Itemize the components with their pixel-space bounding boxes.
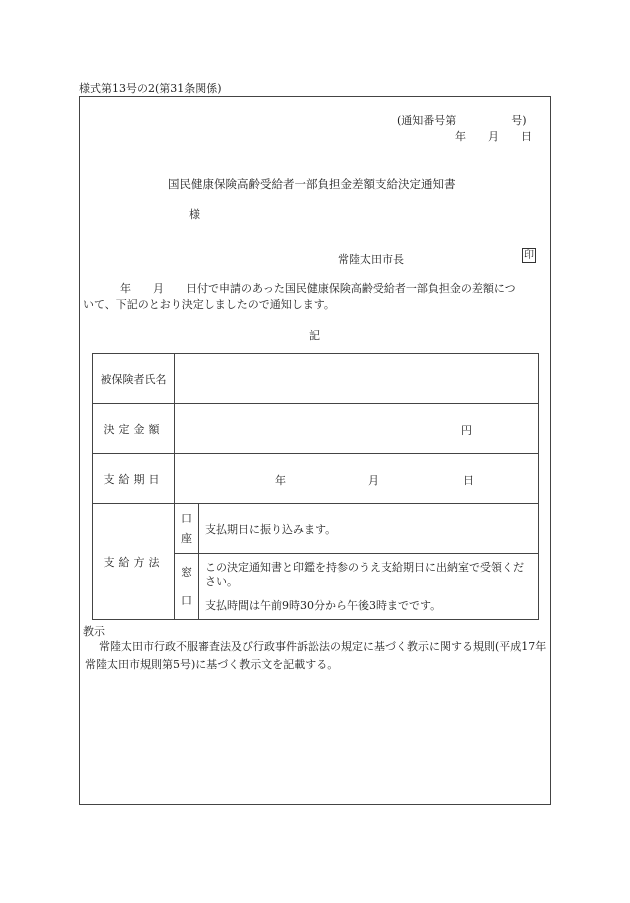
account-label-2: 座 [181,531,192,545]
insured-name-label: 被保険者氏名 [93,354,175,404]
notice-number: (通知番号第 号) [397,114,527,127]
account-label-1: 口 [181,511,192,525]
payment-method-label: 支給方法 [93,504,175,620]
decision-amount-label: 決定金額 [93,404,175,454]
window-hours: 支払時間は午前9時30分から午後3時までです。 [205,598,442,612]
date-line: 年 月 日 [455,130,532,143]
day-unit: 日 [463,474,474,487]
detail-table [92,353,539,620]
document-title: 国民健康保険高齢受給者一部負担金差額支給決定通知書 [168,177,456,191]
seal-mark [522,248,536,263]
issuer: 常陸太田市長 [338,253,404,266]
year-unit: 年 [275,474,286,487]
account-label [175,504,199,554]
addressee-suffix: 様 [189,208,200,221]
instruction-heading: 教示 [83,625,105,638]
intro-line-1: 年 月 日付で申請のあった国民健康保険高齢受給者一部負担金の差額につ [120,282,516,295]
decision-amount-value [175,404,539,454]
instruction-text: 常陸太田市行政不服審査法及び行政事件訴訟法の規定に基づく教示に関する規則(平成17年常陸太田市規則第5号)に基づく教示文を記載する。 [85,640,547,671]
intro-line-2: いて、下記のとおり決定しましたので通知します。 [83,298,335,311]
form-id: 様式第13号の2(第31条関係) [79,82,222,95]
month-unit: 月 [368,474,379,487]
window-cell [199,554,539,620]
seal-icon: 印 [524,250,534,261]
payment-date-value [175,454,539,504]
window-label-1: 窓 [181,565,192,579]
account-text: 支払期日に振り込みます。 [199,504,539,554]
window-label [175,554,199,620]
insured-name-value [175,354,539,404]
payment-date-label: 支給期日 [93,454,175,504]
ki-heading: 記 [309,329,320,342]
window-text: この決定通知書と印鑑を持参のうえ支給期日に出納室で受領ください。 [205,560,524,588]
yen-unit: 円 [461,424,472,437]
window-label-2: 口 [181,593,192,607]
